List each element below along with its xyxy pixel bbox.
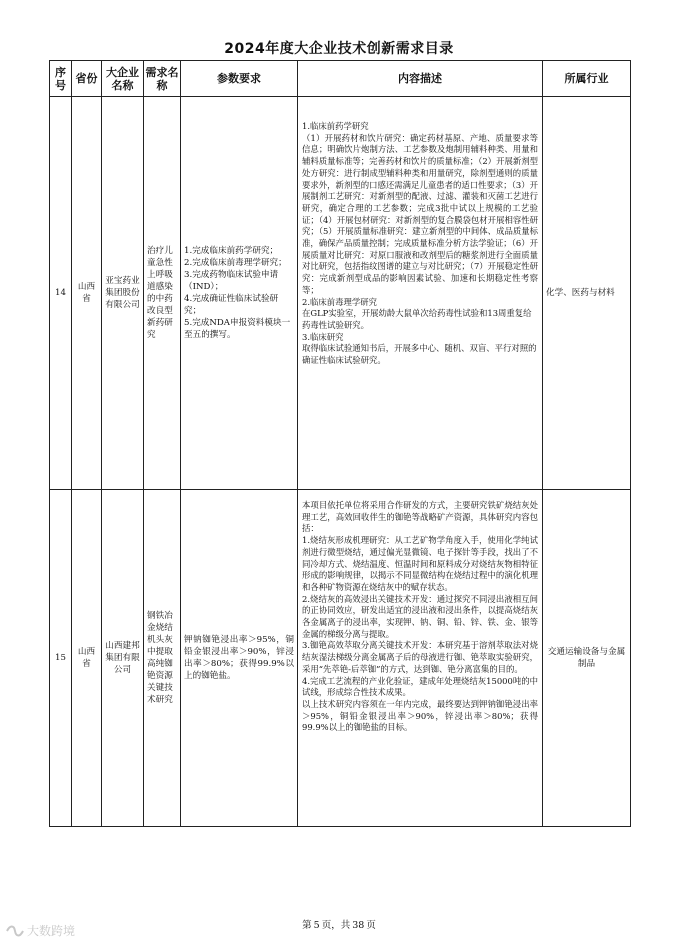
cell-description (298, 490, 543, 827)
desc-paragraph: 取得临床试验通知书后，开展多中心、随机、双盲、平行对照的确证性临床试验研究。 (302, 343, 537, 366)
header-description: 内容描述 (298, 61, 543, 97)
page-total: 38 (352, 920, 365, 931)
param-item: 2.完成临床前毒理学研究； (184, 258, 287, 268)
param-item: 3.完成药物临床试验申请（IND）； (184, 270, 279, 292)
desc-paragraph: 3.铷铯高效萃取分离关键技术开发：本研究基于溶剂萃取法对烧结灰湿法梯级分离金属离子后的母液进行铷、铯萃取实验研究，采用“先萃铯-后萃铷”的方式，达到铷、铯分离富集的目的。 (302, 640, 538, 674)
table-row (50, 97, 631, 490)
header-index: 序号 (50, 61, 72, 97)
desc-paragraph: 4.完成工艺流程的产业化验证，建成年处理烧结灰15000吨的中试线，形成综合性技术成果。 (302, 675, 538, 698)
param-item: 5.完成NDA申报资料模块一至五的撰写。 (184, 318, 291, 340)
cell-index: 15 (50, 490, 72, 827)
table-row (50, 490, 631, 827)
cell-company: 山西建邦集团有限公司 (102, 490, 144, 827)
desc-paragraph: （1）开展药材和饮片研究：确定药材基原、产地、质量要求等信息；明确饮片炮制方法、工艺参数及炮制用辅料种类、用量和辅料质量标准等；完善药材和饮片的质量标准；（2）开展新剂型处方研究：进行制成型辅料种类和用量研究，除剂型通则的质量要求外，新剂型的口感还需满足儿童患者的适口性要求；（3）开展制剂工艺研究：对新剂型的配液、过滤、灌装和灭菌工艺进行研究，确定合理的工艺参数；完成3批中试以上规模的工艺验证；（4）开展包材研究：对新剂型的复合膜袋包材开展相容性研究；（5）开展质量标准研究：建立新剂型的中间体、成品质量标准，确保产品质量控制；完成质量标准分析方法学验证；（6）开展质量对比研究：对原口服液和改剂型后的糖浆剂进行全面质量对比研究，包括指纹图谱的建立与对比研究；（7）开展稳定性研究：完成新剂型成品的影响因素试验、加速和长期稳定性考察等； (302, 132, 538, 295)
cell-demand: 治疗儿童急性上呼吸道感染的中药改良型新药研究 (144, 97, 181, 490)
cell-params (181, 97, 298, 490)
header-industry: 所属行业 (543, 61, 631, 97)
desc-paragraph: 在GLP实验室，开展幼龄大鼠单次给药毒性试验和13周重复给药毒性试验研究。 (302, 308, 532, 330)
demand-table (49, 60, 631, 827)
cell-province: 山西省 (72, 490, 102, 827)
cell-demand: 钢铁冶金烧结机头灰中提取高纯铷铯资源关键技术研究 (144, 490, 181, 827)
desc-paragraph: 2.烧结灰的高效浸出关键技术开发：通过探究不同浸出液相互间的正协同效应，研发出适宜的浸出液和浸出条件，以提高烧结灰各金属离子的浸出率，实现钾、钠、铜、铅、锌、铁、金、银等金属的梯级分离与提取。 (302, 593, 538, 639)
desc-paragraph: 以上技术研究内容须在一年内完成，最终要达到钾钠铷铯浸出率＞95%，铜铅金银浸出率＞90%，锌浸出率＞80%；获得99.9%以上的铷铯盐的目标。 (302, 698, 538, 733)
desc-paragraph: 1.烧结灰形成机理研究：从工艺矿物学角度入手，使用化学纯试剂进行微型烧结，通过偏光显微镜、电子探针等手段，找出了不同冷却方式、烧结温度、恒温时间和原料成分对烧结灰物相特征形成的影响规律，以揭示不同显微结构在烧结过程中的演化机理和各种矿物资源在烧结灰中的赋存状态。 (302, 535, 538, 592)
cell-province: 山西省 (72, 97, 102, 490)
page-footer: 第 5 页，共 38 页 (302, 920, 376, 931)
cell-description (298, 97, 543, 490)
cell-company: 亚宝药业集团股份有限公司 (102, 97, 144, 490)
watermark (6, 922, 75, 939)
watermark-logo-icon (6, 924, 24, 938)
param-item: 1.完成临床前药学研究； (184, 246, 279, 256)
cell-index: 14 (50, 97, 72, 490)
param-item: 4.完成确证性临床试验研究； (184, 294, 279, 316)
header-row (50, 61, 631, 97)
cell-industry: 交通运输设备与金属制品 (543, 490, 631, 827)
header-province: 省份 (72, 61, 102, 97)
desc-paragraph: 1.临床前药学研究 (302, 121, 369, 131)
page-title: 2024年度大企业技术创新需求目录 (224, 41, 454, 57)
header-company: 大企业名称 (102, 61, 144, 97)
desc-paragraph: 2.临床前毒理学研究 (302, 296, 377, 307)
cell-industry: 化学、医药与材料 (543, 97, 631, 490)
header-params: 参数要求 (181, 61, 298, 97)
desc-paragraph: 3.临床研究 (302, 331, 344, 342)
desc-paragraph: 本项目依托单位将采用合作研发的方式，主要研究铁矿烧结灰处理工艺，高效回收伴生的铷铯等战略矿产资源，具体研究内容包括： (302, 500, 538, 534)
watermark-text: 大数跨境 (27, 924, 76, 938)
header-demand: 需求名称 (144, 61, 181, 97)
cell-params: 钾钠铷铯浸出率＞95%，铜铅金银浸出率＞90%，锌浸出率＞80%；获得99.9%以上的铷铯盐。 (181, 490, 298, 827)
page-number: 5 (313, 920, 320, 931)
